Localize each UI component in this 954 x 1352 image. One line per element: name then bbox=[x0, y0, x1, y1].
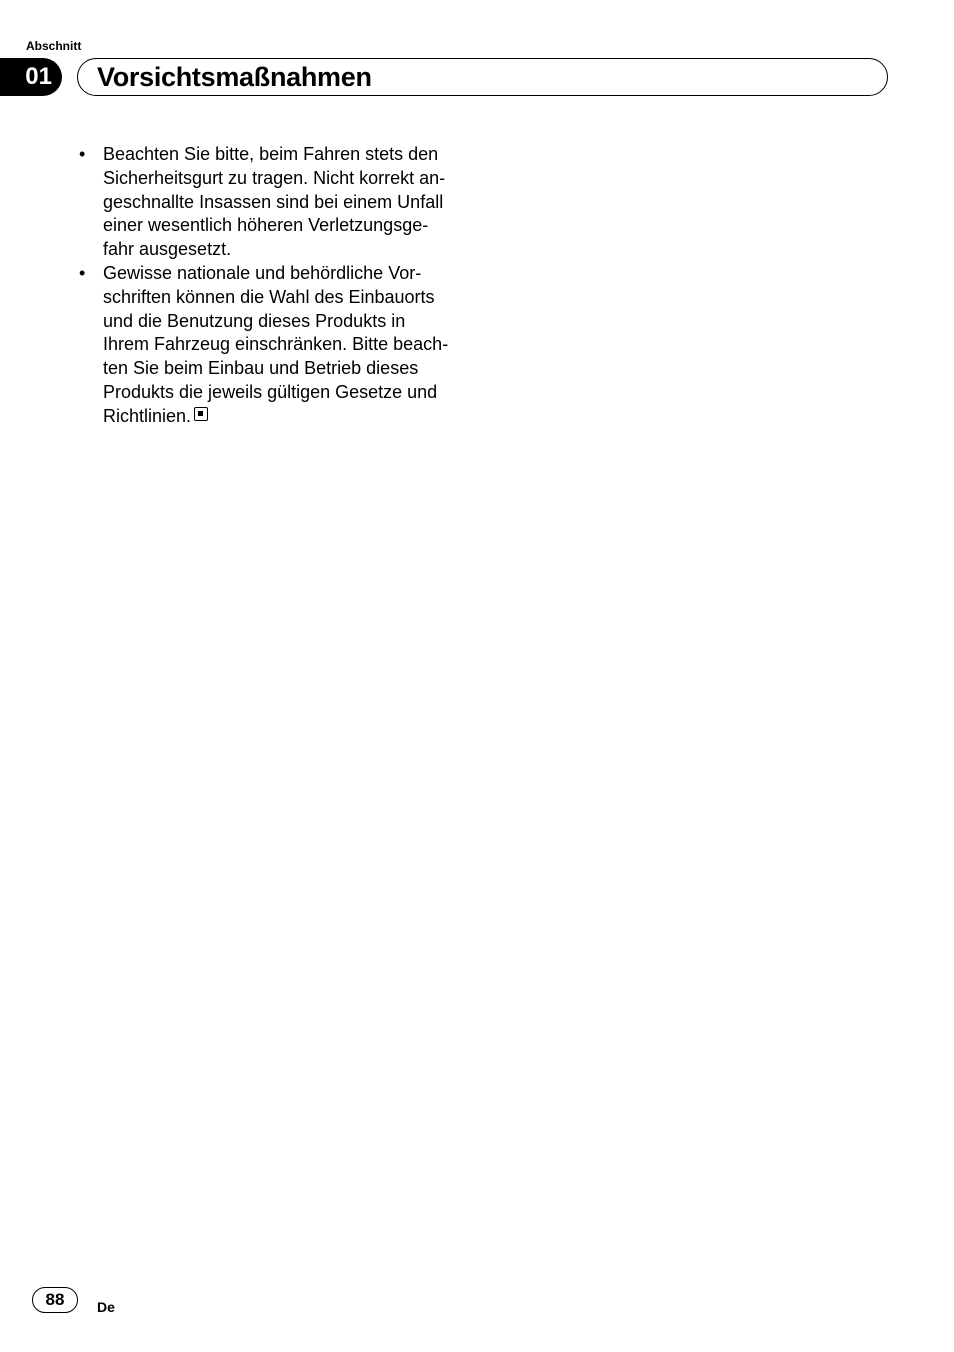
text-line: Richtlinien. bbox=[103, 405, 192, 426]
text-line: fahr ausgesetzt. bbox=[103, 239, 232, 260]
list-item bbox=[78, 262, 478, 429]
page-number: 88 bbox=[32, 1287, 78, 1313]
bullet-icon: • bbox=[79, 262, 86, 283]
chapter-number-tab: 01 bbox=[0, 58, 62, 96]
precautions-list bbox=[78, 143, 478, 429]
text-line: Beachten Sie bitte, beim Fahren stets den bbox=[103, 144, 439, 164]
text-line: einer wesentlich höheren Verletzungsge- bbox=[103, 215, 429, 236]
section-label: Abschnitt bbox=[26, 39, 82, 53]
text-line: und die Benutzung dieses Produkts in bbox=[103, 310, 406, 331]
text-line: Ihrem Fahrzeug einschränken. Bitte beach- bbox=[103, 334, 449, 355]
text-line: schriften können die Wahl des Einbauorts bbox=[103, 286, 435, 307]
bullet-icon: • bbox=[79, 144, 86, 164]
text-line: Gewisse nationale und behördliche Vor- bbox=[103, 262, 422, 283]
text-line: Sicherheitsgurt zu tragen. Nicht korrekt an- bbox=[103, 167, 446, 188]
language-code: De bbox=[97, 1299, 115, 1315]
page-title: Vorsichtsmaßnahmen bbox=[97, 62, 372, 92]
text-line: ten Sie beim Einbau und Betrieb dieses bbox=[103, 358, 419, 379]
text-line: Produkts die jeweils gültigen Gesetze und bbox=[103, 381, 438, 402]
list-item bbox=[78, 143, 478, 262]
end-of-section-icon bbox=[194, 407, 208, 421]
text-line: geschnallte Insassen sind bei einem Unfall bbox=[103, 191, 444, 212]
